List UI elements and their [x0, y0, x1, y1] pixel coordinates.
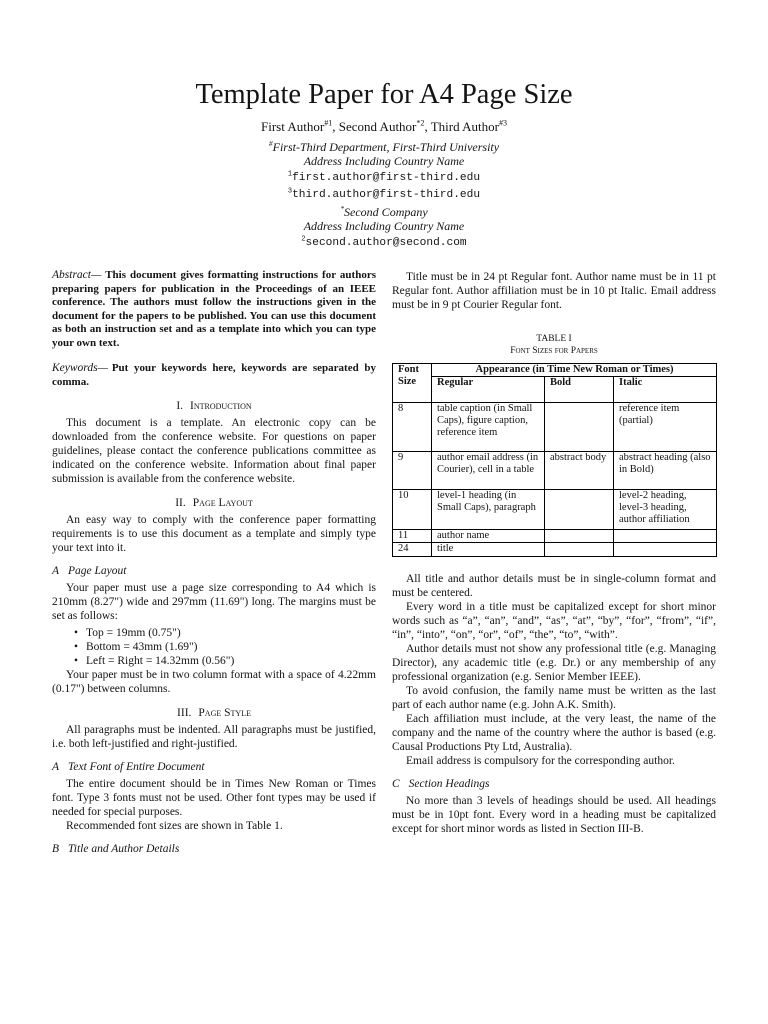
keywords-label: Keywords— [52, 362, 108, 374]
author-superscript-third: #3 [498, 118, 507, 128]
subsection-title: Page Layout [68, 565, 127, 577]
affiliation-superscript: * [340, 204, 345, 213]
table-header-row [393, 364, 717, 377]
keywords [52, 362, 376, 389]
section-title: Page Style [198, 707, 251, 719]
bullet-item: • Bottom = 43mm (1.69") [52, 640, 376, 654]
table-title: Font Sizes for Papers [510, 346, 598, 356]
email-block-second [0, 235, 768, 252]
table-header-regular: Regular [432, 377, 545, 403]
margin-bullet-list [52, 626, 376, 668]
abstract [52, 269, 376, 350]
table-cell-size: 9 [393, 452, 432, 490]
affiliation-company: Second Company [344, 205, 428, 219]
affiliation-address: Address Including Country Name [303, 154, 465, 168]
email-line [0, 170, 768, 187]
affiliation-superscript: # [268, 139, 273, 148]
paragraph: Each affiliation must include, at the very least, the name of the company and the name of the country where the author is based (e.g. Causal Productions Pty Ltd, Australia). [392, 713, 716, 753]
bullet-item: • Top = 19mm (0.75") [52, 626, 376, 640]
email-block-first [0, 170, 768, 204]
paragraph: The entire document should be in Times New Roman or Times font. Type 3 fonts must not be used. Other font types may be used if needed for special purposes. [52, 778, 376, 818]
table-number: TABLE I [536, 334, 572, 344]
table-cell-italic [614, 530, 717, 543]
right-column [392, 270, 716, 836]
table-cell-italic: abstract heading (also in Bold) [614, 452, 717, 490]
section-number: II. [175, 497, 186, 509]
paragraph: This document is a template. An electronic copy can be downloaded from the conference website. For questions on paper guidelines, please contact the conference publications committee as indicated on the conference website. Information about final paper submission is available from the conference website. [52, 417, 376, 485]
paragraph: Your paper must use a page size corresponding to A4 which is 210mm (8.27") wide and 297mm (11.69") long. The margins must be set as follows: [52, 582, 376, 622]
affiliation-line [0, 205, 768, 219]
table-header-font-size: Font Size [393, 364, 432, 403]
email-line [0, 187, 768, 204]
affiliation-first [0, 140, 768, 168]
paragraph: Title must be in 24 pt Regular font. Author name must be in 11 pt Regular font. Author affiliation must be in 10 pt Italic. Email address must be in 9 pt Courier Regular font. [392, 271, 716, 311]
affiliation-address: Address Including Country Name [303, 219, 465, 233]
table-row [393, 530, 717, 543]
email-address: second.author@second.com [305, 237, 467, 249]
subsection-label: B [52, 843, 60, 855]
abstract-label: Abstract— [52, 269, 102, 281]
table-row [393, 490, 717, 530]
email-address: first.author@first-third.edu [292, 172, 481, 184]
subsection-label: A [52, 565, 60, 577]
paragraph: Your paper must be in two column format with a space of 4.22mm (0.17") between columns. [52, 669, 376, 695]
table-cell-regular: table caption (in Small Caps), figure caption, reference item [432, 403, 545, 452]
paragraph: All title and author details must be in single-column format and must be centered. [392, 573, 716, 599]
author-superscript-second: *2 [416, 118, 425, 128]
table-cell-size: 11 [393, 530, 432, 543]
paragraph: Email address is compulsory for the corresponding author. [406, 755, 675, 767]
paper-title: Template Paper for A4 Page Size [195, 79, 573, 110]
email-superscript: 1 [287, 170, 293, 179]
paragraph: Author details must not show any professional title (e.g. Managing Director), any academic title (e.g. Dr.) or any membership of any professional organization (e.g. Senior Member IEEE). [392, 643, 716, 683]
table-cell-bold [545, 490, 614, 530]
section-heading-page-style [52, 706, 376, 720]
subsection-heading-title-author [52, 842, 376, 856]
table-cell-italic [614, 543, 717, 557]
table-cell-regular: level-1 heading (in Small Caps), paragraph [432, 490, 545, 530]
table-header-appearance: Appearance (in Time New Roman or Times) [432, 364, 717, 377]
table-cell-regular: author name [432, 530, 545, 543]
paragraph: All paragraphs must be indented. All paragraphs must be justified, i.e. both left-justified and right-justified. [52, 724, 376, 750]
author-name-first: First Author [260, 119, 325, 134]
affiliation-second [0, 205, 768, 233]
author-details-paragraphs [392, 572, 716, 768]
subsection-label: C [392, 778, 400, 790]
table-row [393, 403, 717, 452]
author-name-third: Third Author [430, 119, 499, 134]
author-separator: , [424, 119, 431, 134]
subsection-heading-section-headings [392, 777, 716, 791]
affiliation-department: First-Third Department, First-Third University [272, 140, 500, 154]
table-row [393, 543, 717, 557]
subsection-label: A [52, 761, 60, 773]
email-superscript: 3 [287, 187, 293, 196]
table-caption [392, 333, 716, 357]
table-header-row [393, 377, 717, 403]
paragraph: Every word in a title must be capitalized except for short minor words such as “a”, “an”, “and”, “as”, “at”, “by”, “for”, “from”, “if”, “in”, “into”, “on”, “or”, “of”, “the”, “to”, “with”. [392, 601, 716, 641]
email-address: third.author@first-third.edu [292, 189, 481, 201]
email-superscript: 2 [301, 235, 306, 244]
paragraph: No more than 3 levels of headings should be used. All headings must be in 10pt font. Every word in a heading must be capitalized except for short minor words as listed in Section III-B. [392, 795, 716, 835]
table-header-italic: Italic [614, 377, 717, 403]
subsection-heading-page-layout [52, 564, 376, 578]
section-heading-introduction [52, 399, 376, 413]
affiliation-line [0, 140, 768, 154]
abstract-text: This document gives formatting instructions for authors preparing papers for publication in the Proceedings of an IEEE conference. The authors must follow the instructions given in the document for the papers to be published. You can use this document as both an instruction set and as a template into which you can type your own text. [52, 269, 376, 349]
section-title: Page Layout [192, 497, 253, 509]
table-cell-size: 8 [393, 403, 432, 452]
table-cell-regular: author email address (in Courier), cell in a table [432, 452, 545, 490]
table-cell-italic: reference item (partial) [614, 403, 717, 452]
table-cell-regular: title [432, 543, 545, 557]
section-heading-page-layout [52, 496, 376, 510]
author-superscript-first: #1 [324, 118, 333, 128]
paragraph: An easy way to comply with the conference paper formatting requirements is to use this document as a template and simply type your text into it. [52, 514, 376, 554]
email-line [0, 235, 768, 252]
paragraph: Recommended font sizes are shown in Table 1. [66, 820, 283, 832]
keywords-text: Put your keywords here, keywords are separated by comma. [52, 362, 376, 388]
bullet-item: • Left = Right = 14.32mm (0.56") [52, 654, 376, 668]
table-header-bold: Bold [545, 377, 614, 403]
left-column [52, 269, 376, 859]
font-sizes-table [392, 363, 717, 557]
section-title: Introduction [190, 400, 252, 412]
section-number: I. [176, 400, 184, 412]
author-separator: , [332, 119, 339, 134]
table-cell-size: 10 [393, 490, 432, 530]
subsection-heading-text-font [52, 760, 376, 774]
table-cell-size: 24 [393, 543, 432, 557]
table-cell-bold: abstract body [545, 452, 614, 490]
subsection-title: Section Headings [408, 778, 490, 790]
subsection-title: Title and Author Details [68, 843, 180, 855]
table-cell-bold [545, 543, 614, 557]
table-cell-bold [545, 403, 614, 452]
subsection-title: Text Font of Entire Document [68, 761, 205, 773]
section-number: III. [177, 707, 192, 719]
author-line [0, 119, 768, 135]
paragraph: To avoid confusion, the family name must be written as the last part of each author name (e.g. John A.K. Smith). [392, 685, 716, 711]
table-cell-italic: level-2 heading, level-3 heading, author affiliation [614, 490, 717, 530]
table-cell-bold [545, 530, 614, 543]
author-name-second: Second Author [338, 119, 417, 134]
table-row [393, 452, 717, 490]
